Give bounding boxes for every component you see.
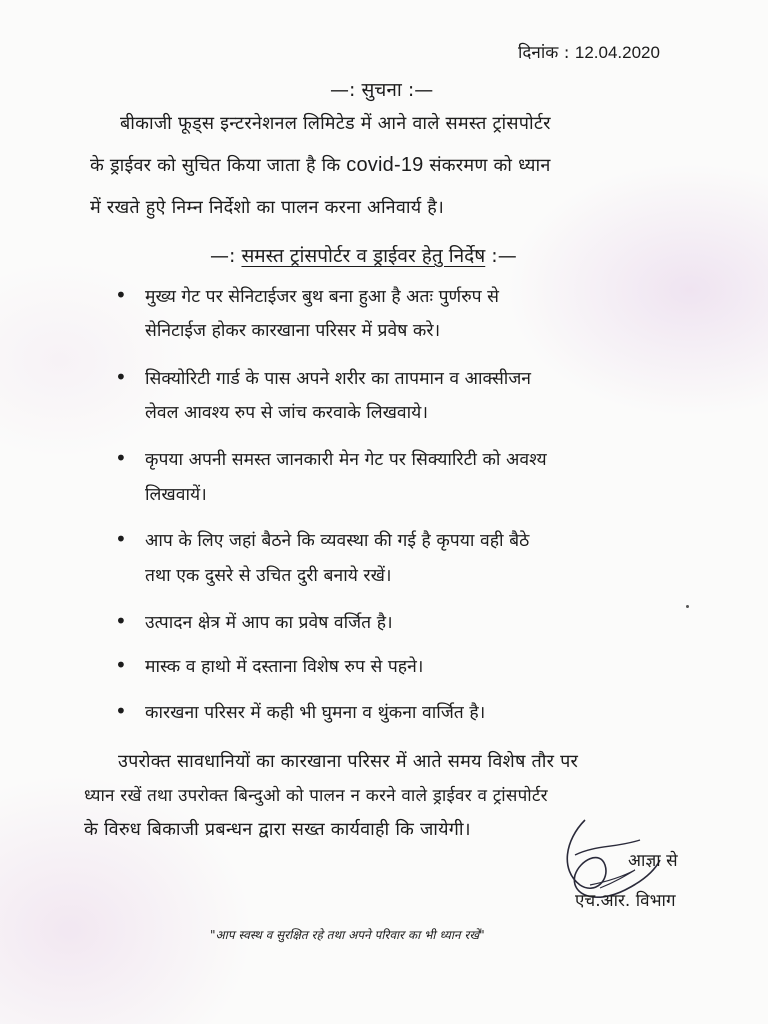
intro-line-2-pre: के ड्राईवर को सुचित किया जाता है कि <box>90 155 341 176</box>
intro-line-2 <box>90 153 551 177</box>
bullet-6-line-1: मास्क व हाथो में दस्ताना विशेष रुप से पहने। <box>145 657 424 677</box>
bullet-3-line-1: कृपया अपनी समस्त जानकारी मेन गेट पर सिक्यारिटी को अवश्य <box>145 450 547 470</box>
signature-line-2: एच.आर. विभाग <box>575 891 676 911</box>
bullet-5-line-1: उत्पादन क्षेत्र में आप का प्रवेष वर्जित है। <box>145 613 393 633</box>
bullet-2-line-2: लेवल आवश्य रुप से जांच करवाके लिखवाये। <box>145 403 428 423</box>
closing-line-3: के विरुध बिकाजी प्रबन्धन द्वारा सख्त कार्यवाही कि जायेगी। <box>84 819 471 840</box>
bullet-2-line-1: सिक्योरिटी गार्ड के पास अपने शरीर का तापमान व आक्सीजन <box>145 369 532 389</box>
bullet-marker: • <box>115 283 127 307</box>
bullet-7-line-1: कारखना परिसर में कही भी घुमना व थुंकना वार्जित है। <box>145 703 486 723</box>
bullet-marker: • <box>115 609 127 633</box>
signature-line-1: आज्ञा से <box>628 851 678 871</box>
bullet-4-line-2: तथा एक दुसरे से उचित दुरी बनाये रखें। <box>145 566 392 586</box>
bullet-4-line-1: आप के लिए जहां बैठने कि व्यवस्था की गई है कृपया वही बैठे <box>145 531 530 551</box>
bullet-marker: • <box>115 527 127 551</box>
bullet-marker: • <box>115 446 127 470</box>
bullet-marker: • <box>115 365 127 389</box>
bullet-1-line-2: सेनिटाईज होकर कारखाना परिसर में प्रवेष करे। <box>145 321 441 341</box>
date-label: दिनांक : <box>518 43 570 63</box>
intro-line-2-post: संकरमण को ध्यान <box>429 155 551 176</box>
bullet-3-line-2: लिखवायें। <box>145 485 207 505</box>
subheading-suffix: :— <box>491 245 517 267</box>
ink-speck <box>686 605 689 608</box>
footer-quote: "आप स्वस्थ व सुरक्षित रहे तथा अपने परिवार का भी ध्यान रखें" <box>210 928 485 942</box>
notice-title: —: सुचना :— <box>330 79 434 101</box>
closing-line-1: उपरोक्त सावधानियों का कारखाना परिसर में आते समय विशेष तौर पर <box>118 751 579 772</box>
bullet-1-line-1: मुख्य गेट पर सेनिटाईजर बुथ बना हुआ है अतः पुर्णरुप से <box>145 287 500 307</box>
bullet-marker: • <box>115 699 127 723</box>
subheading-prefix: —: <box>210 245 236 267</box>
date-line <box>518 40 660 63</box>
intro-line-1: बीकाजी फूड्स इन्टरनेशनल लिमिटेड में आने वाले समस्त ट्रांसपोर्टर <box>120 113 551 134</box>
intro-line-3: में रखते हुऐ निम्न निर्देशो का पालन करना अनिवार्य है। <box>90 197 445 218</box>
closing-line-2: ध्यान रखें तथा उपरोक्त बिन्दुओ को पालन न करने वाले ड्राईवर व ट्रांसपोर्टर <box>84 786 548 806</box>
subheading-text: समस्त ट्रांसपोर्टर व ड्राईवर हेतु निर्देष <box>241 245 486 267</box>
section-subheading <box>210 242 517 268</box>
covid-term: covid-19 <box>346 154 424 176</box>
bullet-marker: • <box>115 653 127 677</box>
date-value: 12.04.2020 <box>574 43 660 62</box>
